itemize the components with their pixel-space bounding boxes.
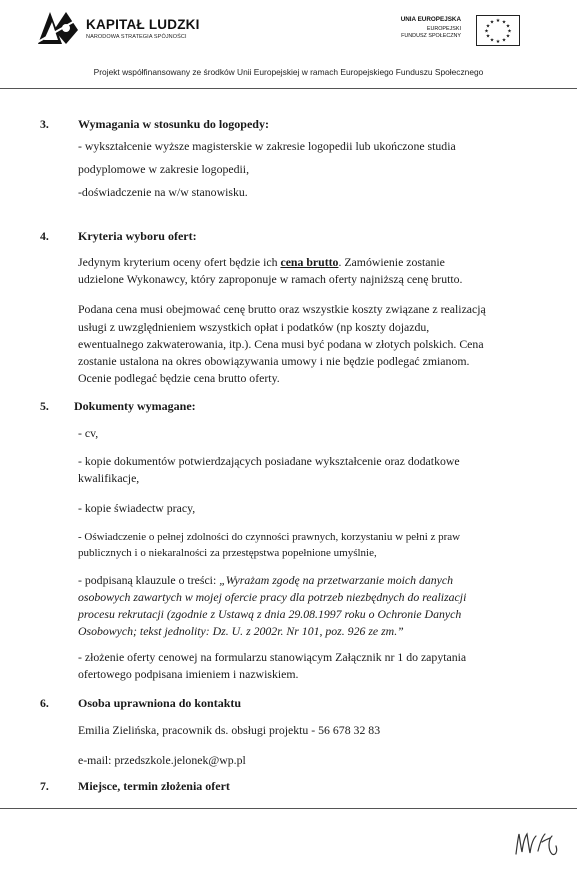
section-5-number: 5. [40, 399, 49, 413]
svg-text:★: ★ [495, 39, 501, 45]
eu-text-block [401, 16, 461, 39]
section-5-heading: Dokumenty wymagane: [74, 399, 196, 413]
svg-text:★: ★ [485, 33, 491, 40]
section-3-number: 3. [40, 117, 49, 131]
eu-line-european: EUROPEJSKI [426, 26, 461, 32]
criteria-text-before: Jedynym kryterium oceny ofert będzie ich [78, 255, 281, 269]
required-doc-work-certificates: - kopie świadectw pracy, [78, 501, 196, 515]
section-4-paragraph-1-line-1 [78, 254, 445, 270]
section-4-paragraph-2-line-2: usługi z uwzględnieniem wszystkich opłat i podatków (np koszty dojazdu, [78, 320, 430, 334]
contact-person: Emilia Zielińska, pracownik ds. obsługi projektu - 56 678 32 83 [78, 723, 381, 737]
section-6-heading: Osoba uprawniona do kontaktu [78, 696, 242, 710]
section-7-number: 7. [40, 779, 49, 793]
clause-intro: - podpisaną klauzule o treści: [78, 573, 220, 587]
required-doc-price-offer-line-2: ofertowego podpisana imieniem i nazwiskiem. [78, 667, 299, 681]
funding-note: Projekt współfinansowany ze środków Unii Europejskiej w ramach Europejskiego Funduszu Społecznego [93, 67, 484, 77]
required-doc-statement-line-2: publicznych i o niekaralności za przestępstwa popełnione umyślnie, [78, 547, 377, 559]
svg-text:★: ★ [501, 37, 507, 44]
section-3-line-1: - wykształcenie wyższe magisterskie w zakresie logopedii lub ukończone studia [78, 139, 456, 153]
handwritten-initials [512, 826, 562, 860]
svg-text:★: ★ [505, 33, 511, 40]
required-doc-cv: - cv, [78, 426, 99, 440]
svg-text:★: ★ [495, 18, 501, 24]
svg-text:★: ★ [501, 19, 507, 26]
header-divider [0, 88, 577, 89]
eu-line-social-fund: FUNDUSZ SPOŁECZNY [401, 33, 461, 39]
required-doc-clause-line-3: procesu rekrutacji (zgodnie z Ustawą z dnia 29.08.1997 roku o Ochronie Danych [78, 607, 462, 621]
section-6-number: 6. [40, 696, 49, 710]
required-doc-diplomas-line-1: - kopie dokumentów potwierdzających posiadane wykształcenie oraz dodatkowe [78, 454, 460, 468]
required-doc-clause-line-1 [78, 572, 453, 588]
required-doc-diplomas-line-2: kwalifikacje, [78, 471, 140, 485]
section-4-paragraph-2-line-1: Podana cena musi obejmować cenę brutto oraz wszystkie koszty związane z realizacją [78, 302, 486, 316]
kapital-ludzki-subtitle: NARODOWA STRATEGIA SPÓJNOŚCI [86, 34, 187, 40]
eu-line-union: UNIA EUROPEJSKA [400, 16, 461, 23]
document-header [0, 0, 577, 100]
kapital-ludzki-title: KAPITAŁ LUDZKI [86, 17, 200, 32]
required-doc-clause-line-4: Osobowych; tekst jednolity: Dz. U. z 2002r. Nr 101, poz. 926 ze zm.” [78, 624, 404, 638]
svg-text:★: ★ [505, 23, 511, 30]
kapital-ludzki-logo [36, 10, 80, 46]
required-doc-price-offer-line-1: - złożenie oferty cenowej na formularzu stanowiącym Załącznik nr 1 do zapytania [78, 650, 467, 664]
required-doc-statement-line-1: - Oświadczenie o pełnej zdolności do czynności prawnych, korzystaniu w pełni z praw [78, 531, 461, 543]
section-4-paragraph-1-line-2: udzielone Wykonawcy, który zaproponuje w ramach oferty najniższą cenę brutto. [78, 272, 463, 286]
required-doc-clause-line-2: osobowych zawartych w mojej ofercie pracy dla potrzeb niezbędnych do realizacji [78, 590, 467, 604]
section-3-heading: Wymagania w stosunku do logopedy: [78, 117, 269, 131]
eu-flag-icon [476, 15, 520, 46]
contact-email: e-mail: przedszkole.jelonek@wp.pl [78, 753, 246, 767]
svg-text:★: ★ [489, 37, 495, 44]
section-7-heading: Miejsce, termin złożenia ofert [78, 779, 230, 793]
criteria-text-after: . Zamówienie zostanie [338, 255, 445, 269]
section-4-paragraph-2-line-5: Ocenie podlegać będzie cena brutto oferty. [78, 371, 280, 385]
criteria-price-emphasis: cena brutto [280, 255, 339, 269]
svg-text:★: ★ [489, 19, 495, 26]
section-4-paragraph-2-line-3: ewentualnego zakwaterowania, itp.). Cena musi być podana w złotych polskich. Cena [78, 337, 484, 351]
clause-quote-start: „Wyrażam zgodę na przetwarzanie moich danych [219, 573, 454, 587]
svg-text:★: ★ [484, 28, 489, 35]
section-4-paragraph-2-line-4: zostanie ustalona na okres obowiązywania umowy i nie będzie podlegać zmianom. [78, 354, 470, 368]
footer-divider [0, 808, 577, 809]
svg-text:★: ★ [485, 23, 491, 30]
section-4-heading: Kryteria wyboru ofert: [78, 229, 197, 243]
section-3-line-2: podyplomowe w zakresie logopedii, [78, 162, 250, 176]
section-4-number: 4. [40, 229, 49, 243]
svg-text:★: ★ [507, 28, 512, 35]
section-3-line-3: -doświadczenie na w/w stanowisku. [78, 185, 248, 199]
